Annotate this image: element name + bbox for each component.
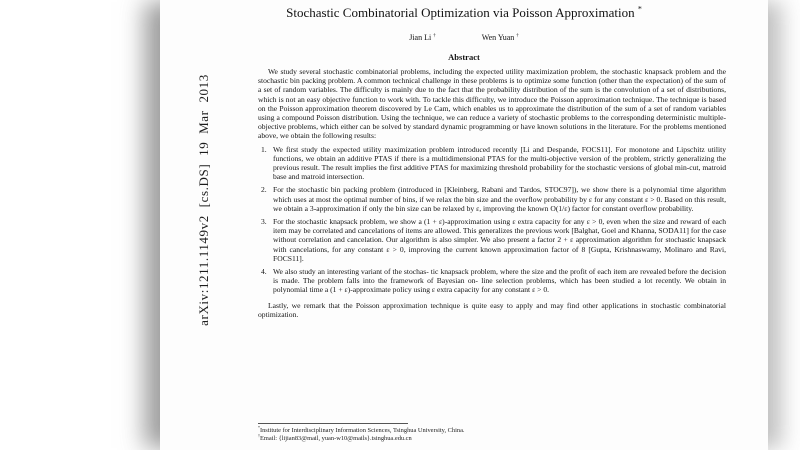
result-item-4-number: 4. [261,267,267,277]
result-item-1 [258,145,726,182]
abstract-heading: Abstract [448,52,480,62]
paper-title [188,5,740,21]
paper-title-text: Stochastic Combinatorial Optimization via Poisson Approximation [286,5,635,20]
arxiv-watermark: arXiv:1211.1149v2 [cs.DS] 19 Mar 2013 [196,74,211,326]
author-1 [409,33,435,42]
title-footnote-mark: * [637,4,642,14]
footnote-1-text: Institute for Interdisciplinary Information Sciences, Tsinghua University, China. [259,427,465,435]
result-item-2 [258,185,726,213]
author-1-mark: † [433,33,436,39]
authors-row [160,33,768,42]
result-item-3 [258,217,726,263]
author-1-name: Jian Li [409,33,432,42]
abstract-intro-paragraph: We study several stochastic combinatorial problems, including the expected utility maximization problem, the stochastic knapsack problem and the stochastic bin packing problem. A common technical challenge in these problems is to optimize some function (other than the expectation) of the sum of a set of random variables. The difficulty is mainly due to the fact that the probability distribution of the sum is the convolution of a set of distributions, which is not an easy objective function to work with. To tackle this difficulty, we introduce the Poisson approximation technique. The technique is based on the Poisson approximation theorem discovered by Le Cam, which enables us to approximate the distribution of the sum of a set of random variables using a compound Poisson distribution. Using the technique, we can reduce a variety of stochastic problems to the corresponding deterministic multiple-objective problems, which either can be solved by standard dynamic programming or have known solutions in the literature. For the problems mentioned above, we obtain the following results: [258,67,726,141]
author-2-mark: † [516,33,519,39]
result-item-2-text: For the stochastic bin packing problem (introduced in [Kleinberg, Rabani and Tardos, STOC97]), we show there is a polynomial time algorithm which uses at most the optimal number of bins, if we relax the bin size and the overflow probability by ε for any constant ε > 0. Based on this result, we obtain a 3-approximation if only the bin size can be relaxed by ε, improving the known O(1/ε) factor for constant overflow probability. [273,185,726,213]
results-list [258,145,726,295]
paper-page [160,0,768,450]
footnote-2-mark: † [258,433,260,439]
result-item-2-number: 2. [261,185,267,195]
footnote-block [258,423,726,443]
abstract-body [160,67,768,319]
author-2-name: Wen Yuan [481,33,515,42]
result-item-1-number: 1. [261,144,267,154]
result-item-4 [258,267,726,295]
footnote-1-mark: * [258,425,260,431]
footnote-2 [258,435,726,443]
closing-paragraph: Lastly, we remark that the Poisson approximation technique is quite easy to apply and may find other applications in stochastic combinatorial optimization. [258,300,726,319]
author-2 [482,33,519,42]
result-item-3-number: 3. [261,217,267,227]
result-item-1-text: We first study the expected utility maximization problem introduced recently [Li and Despande, FOCS11]. For monotone and Lipschitz utility functions, we obtain an additive PTAS if there is a multidimensional PTAS for the multi-objective version of the problem, strictly generalizing the previous result. The result implies the first additive PTAS for maximizing threshold probability for the stochastic versions of global min-cut, matroid base and matroid intersection. [273,144,726,182]
result-item-4-text: We also study an interesting variant of the stochas- tic knapsack problem, where the size and the profit of each item are revealed before the decision is made. The problem falls into the framework of Bayesian on- line selection problems, which has been studied a lot recently. We obtain in polynomial time a (1 + ε)-approximate policy using ε extra capacity for any constant ε > 0. [273,267,726,295]
footnote-rule [258,423,408,424]
result-item-3-text: For the stochastic knapsack problem, we show a (1 + ε)-approximation using ε extra capacity for any ε > 0, even when the size and reward of each item may be correlated and cancelations of items are allowed. This generalizes the previous work [Balghat, Goel and Khanna, SODA11] for the case without correlation and cancelation. Our algorithm is also simpler. We also present a factor 2 + ε approximation algorithm for stochastic knapsack with cancelations, for any constant ε > 0, improving the current known approximation factor of 8 [Gupta, Krishnaswamy, Molinaro and Ravi, FOCS11]. [273,217,726,263]
footnote-2-text: Email: {lijian83@mail, yuan-w10@mails}.tsinghua.edu.cn [259,435,412,443]
